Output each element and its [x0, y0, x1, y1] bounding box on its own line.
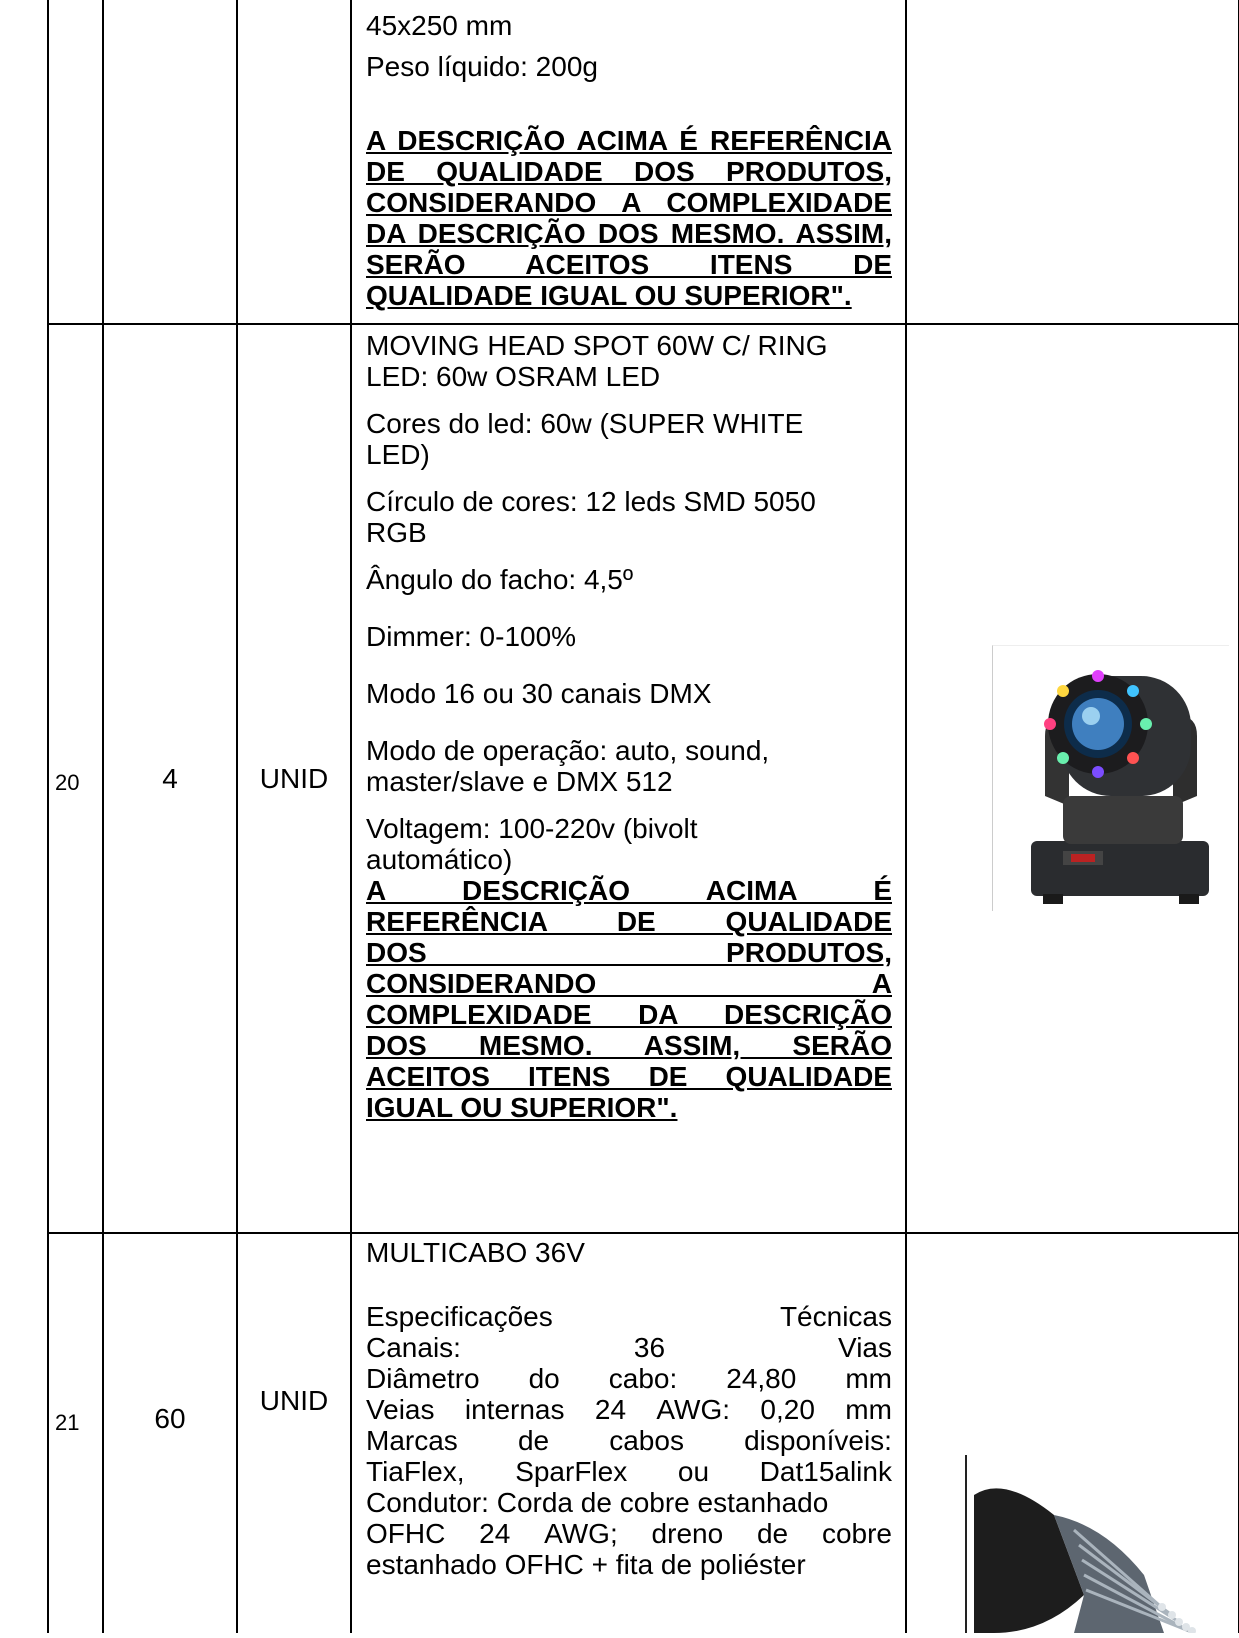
- row-divider-1: [48, 323, 1239, 325]
- disclaimer-line: ACEITOS ITENS DE QUALIDADE: [366, 1061, 892, 1092]
- spec-line: Marcas de cabos disponíveis:: [366, 1425, 892, 1456]
- prev-row-line: 45x250 mm: [366, 10, 513, 41]
- spec-line: [366, 1332, 892, 1363]
- spec-line: OFHC 24 AWG; dreno de cobre: [366, 1518, 892, 1549]
- product-title: MULTICABO 36V: [366, 1237, 585, 1268]
- disclaimer-line: COMPLEXIDADE DA DESCRIÇÃO: [366, 999, 892, 1030]
- spec-line: Modo de operação: auto, sound, master/slave e DMX 512: [366, 735, 770, 797]
- row-divider-2: [48, 1232, 1239, 1234]
- row20-disclaimer: [366, 875, 892, 1123]
- spec-line: Cores do led: 60w (SUPER WHITE LED): [366, 408, 804, 470]
- disclaimer-line: IGUAL OU SUPERIOR".: [366, 1092, 678, 1123]
- disclaimer-line: CONSIDERANDO A: [366, 968, 892, 999]
- spec-value: Vias: [838, 1332, 892, 1363]
- item-unit: UNID: [259, 1385, 329, 1416]
- disclaimer-line: DOS MESMO. ASSIM, SERÃO: [366, 1030, 892, 1061]
- multicable-illustration: [964, 1455, 1204, 1633]
- spec-line: TiaFlex, SparFlex ou Dat15alink: [366, 1456, 892, 1487]
- spec-label: Canais:: [366, 1332, 461, 1363]
- item-quantity: 4: [162, 763, 178, 794]
- spec-value: Técnicas: [779, 1301, 892, 1332]
- disclaimer-line: QUALIDADE IGUAL OU SUPERIOR".: [366, 280, 852, 311]
- row21-description: [366, 1237, 892, 1580]
- disclaimer-line: REFERÊNCIA DE QUALIDADE: [366, 906, 892, 937]
- spec-line: Condutor: Corda de cobre estanhado: [366, 1487, 829, 1518]
- spec-line: Veias internas 24 AWG: 0,20 mm: [366, 1394, 892, 1425]
- disclaimer-line: SERÃO ACEITOS ITENS DE: [366, 249, 892, 280]
- disclaimer-line: CONSIDERANDO A COMPLEXIDADE: [366, 187, 892, 218]
- disclaimer-line: A DESCRIÇÃO ACIMA É: [366, 875, 892, 906]
- item-number: 21: [55, 1410, 80, 1435]
- spec-value: 36: [633, 1332, 666, 1363]
- item-number: 20: [55, 770, 80, 795]
- prev-row-description: [366, 10, 892, 311]
- disclaimer-line: DA DESCRIÇÃO DOS MESMO. ASSIM,: [366, 218, 892, 249]
- disclaimer-line: DOS PRODUTOS,: [366, 937, 892, 968]
- spec-line: Voltagem: 100-220v (bivolt automático): [366, 813, 698, 875]
- moving-head-image: [992, 645, 1229, 911]
- prev-row-line: Peso líquido: 200g: [366, 51, 598, 82]
- spec-line: Diâmetro do cabo: 24,80 mm: [366, 1363, 892, 1394]
- table-border-col3: [350, 0, 352, 1633]
- spec-line: Dimmer: 0-100%: [366, 621, 577, 652]
- product-title: MOVING HEAD SPOT 60W C/ RING LED: 60w OSRAM LED: [366, 330, 828, 392]
- multicable-image: [964, 1455, 1204, 1633]
- disclaimer-line: A DESCRIÇÃO ACIMA É REFERÊNCIA: [366, 125, 892, 156]
- spec-line: estanhado OFHC + fita de poliéster: [366, 1549, 806, 1580]
- item-quantity: 60: [154, 1403, 186, 1434]
- spec-line: [366, 1301, 892, 1332]
- spec-line: Ângulo do facho: 4,5º: [366, 564, 634, 595]
- table-border-left: [47, 0, 49, 1633]
- table-border-col4: [905, 0, 907, 1633]
- table-border-col1: [102, 0, 104, 1633]
- row20-description: [366, 330, 892, 1123]
- spec-line: Modo 16 ou 30 canais DMX: [366, 678, 712, 709]
- item-unit: UNID: [259, 763, 329, 794]
- spec-label: Especificações: [366, 1301, 553, 1332]
- disclaimer-line: DE QUALIDADE DOS PRODUTOS,: [366, 156, 892, 187]
- spec-line: Círculo de cores: 12 leds SMD 5050 RGB: [366, 486, 816, 548]
- moving-head-illustration: [993, 646, 1229, 911]
- prev-row-disclaimer: [366, 125, 892, 311]
